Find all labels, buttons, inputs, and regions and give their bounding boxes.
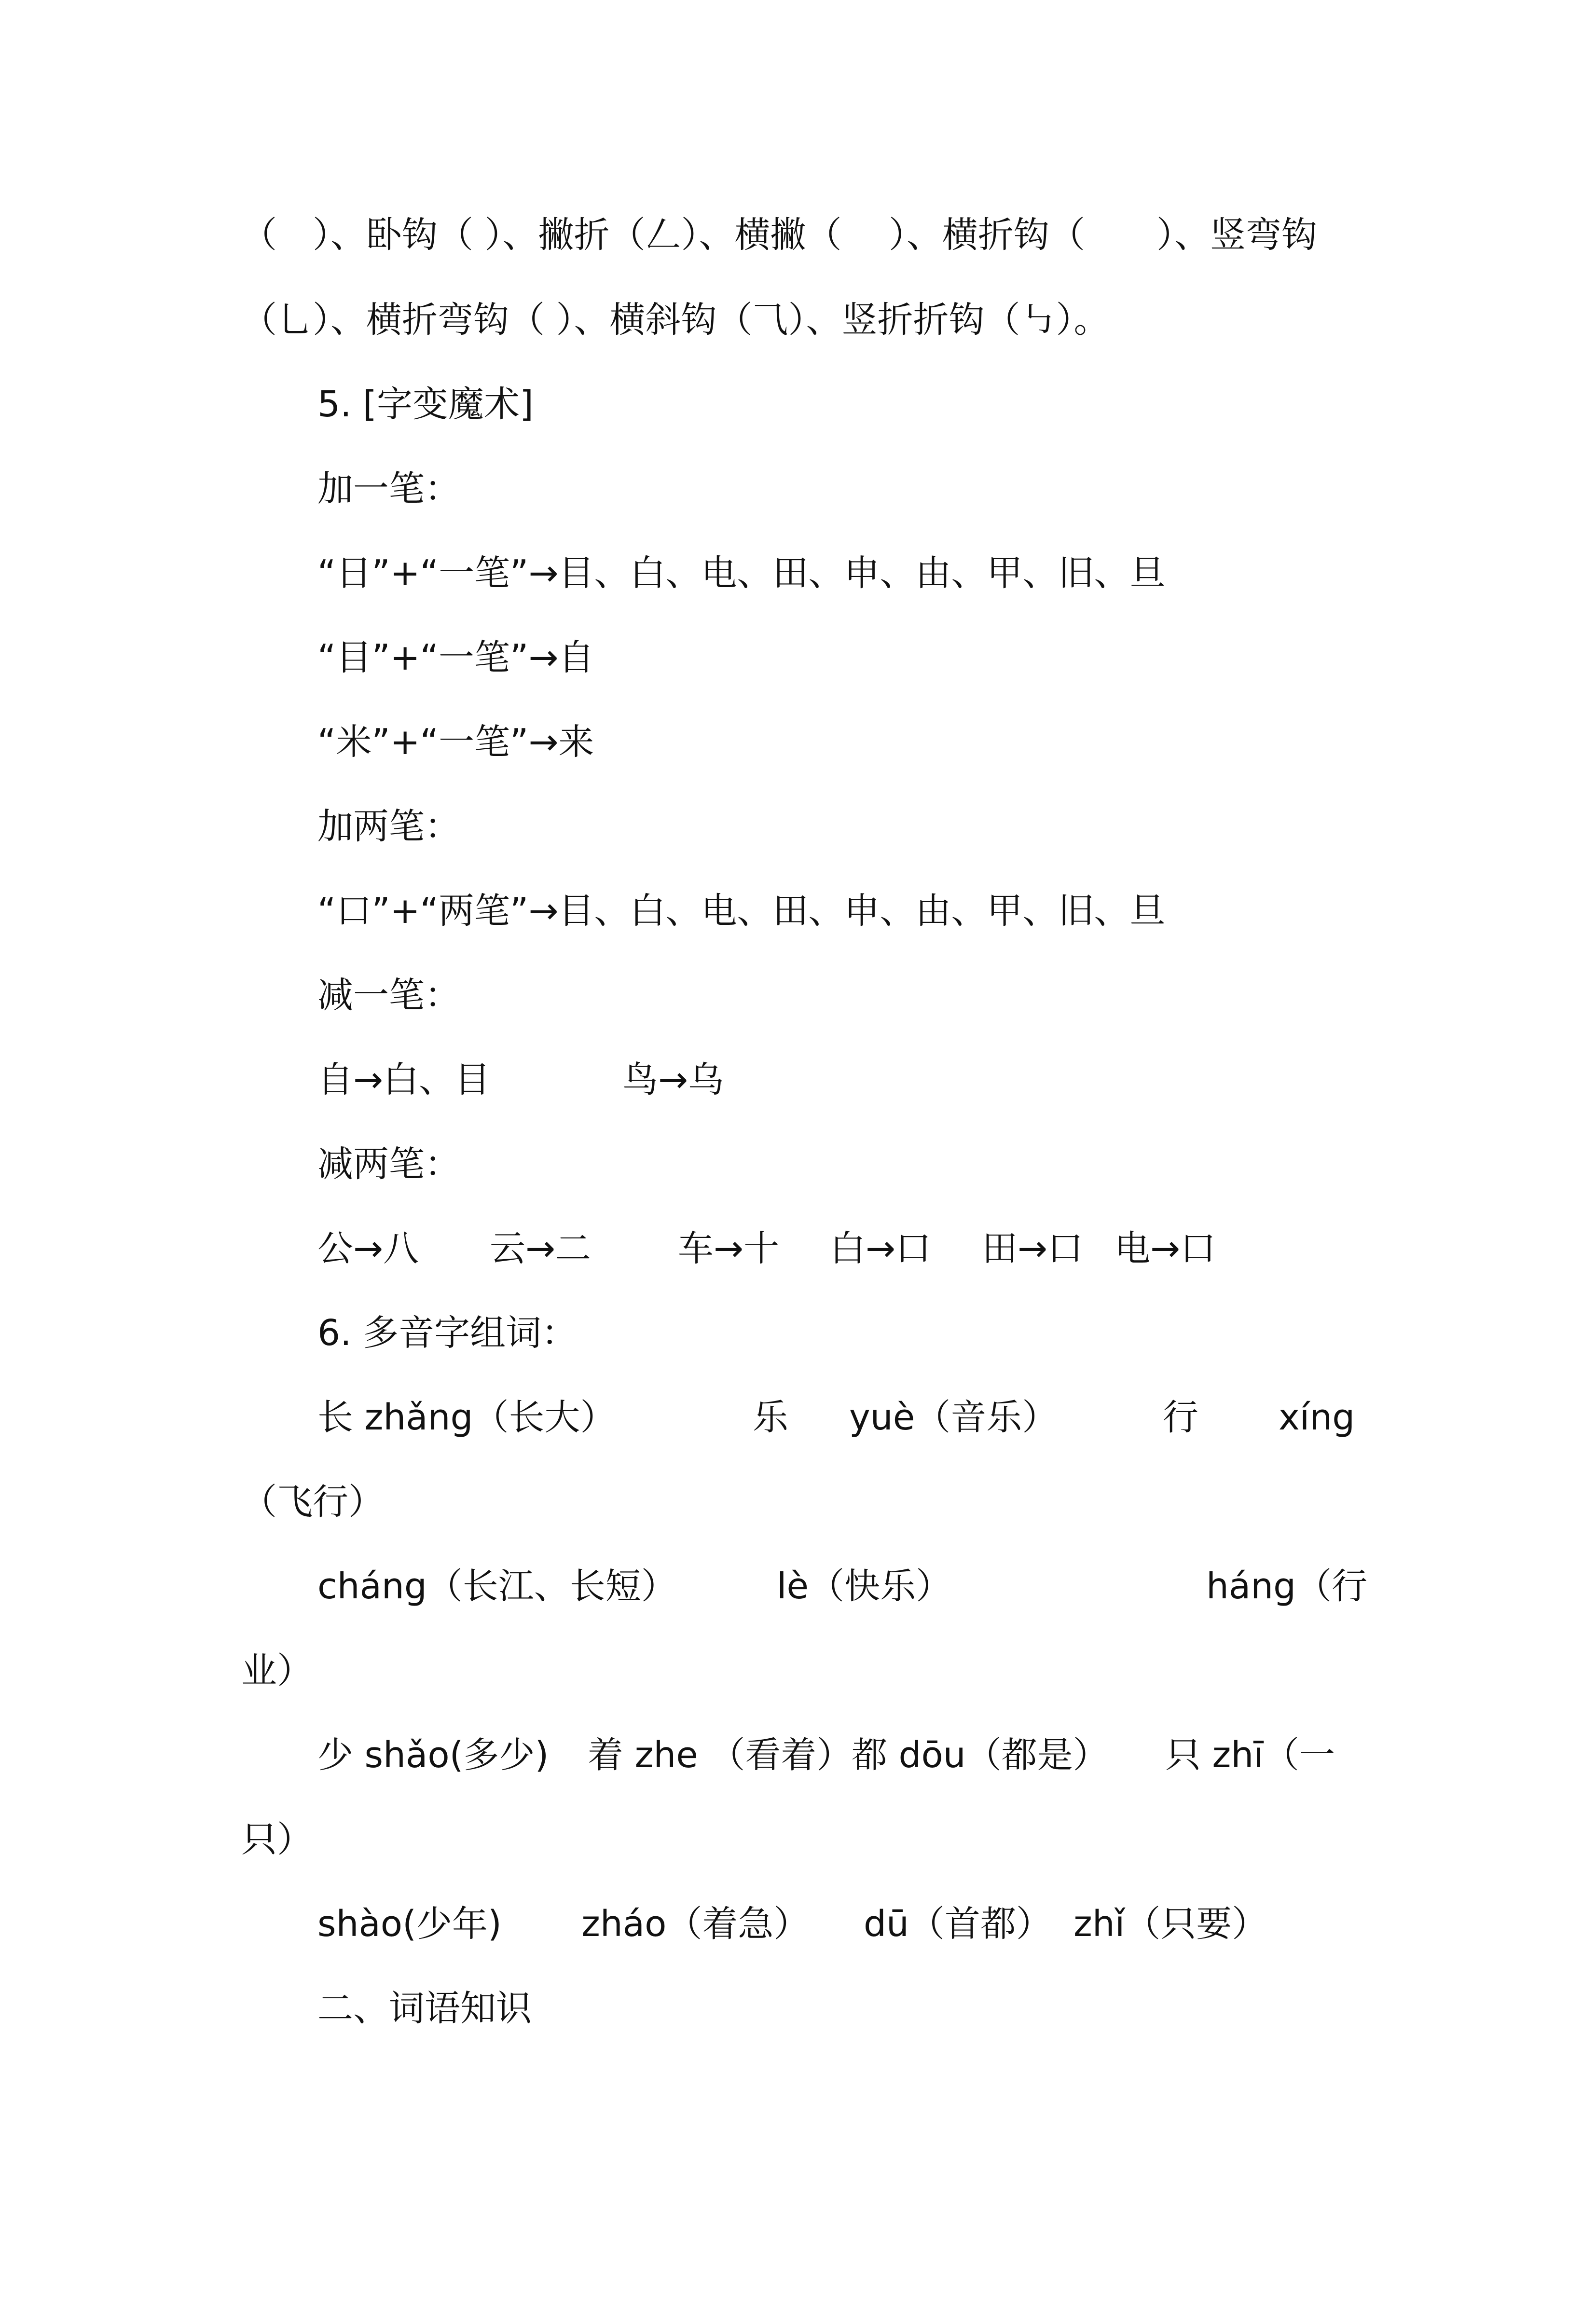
text-line bbox=[0, 1381, 1596, 1454]
text-line bbox=[0, 959, 1596, 1031]
text-segment: “口”+“两笔”→目、白、电、田、申、由、甲、旧、旦 bbox=[317, 890, 1166, 932]
text-segment: 白→口 bbox=[830, 1228, 932, 1269]
text-line bbox=[0, 790, 1596, 863]
text-segment: 二、词语知识 bbox=[317, 1988, 532, 2029]
text-segment: 田→口 bbox=[982, 1228, 1084, 1269]
section-heading-5 bbox=[0, 368, 1596, 440]
text-line bbox=[0, 537, 1596, 609]
text-segment: 加一笔： bbox=[317, 468, 460, 509]
text-segment: háng（行 bbox=[1206, 1566, 1368, 1607]
text-segment: lè（快乐） bbox=[777, 1566, 952, 1607]
text-segment: shào(少年) bbox=[317, 1903, 502, 1945]
text-line bbox=[0, 284, 1596, 356]
text-segment: 只） bbox=[241, 1819, 313, 1860]
section-heading-6 bbox=[0, 1297, 1596, 1369]
text-line bbox=[0, 1128, 1596, 1200]
text-line bbox=[0, 1212, 1596, 1285]
text-segment: 5. [字变魔术] bbox=[317, 384, 534, 425]
text-segment: 6. 多音字组词： bbox=[317, 1312, 578, 1354]
text-segment: 车→十 bbox=[678, 1228, 780, 1269]
text-segment: xíng bbox=[1279, 1397, 1355, 1438]
text-segment: cháng（长江、长短） bbox=[317, 1566, 677, 1607]
text-line bbox=[0, 199, 1596, 271]
text-segment: 都 dōu（都是） bbox=[852, 1734, 1109, 1776]
text-line bbox=[0, 1719, 1596, 1791]
text-line bbox=[0, 1635, 1596, 1707]
text-segment: yuè（音乐） bbox=[849, 1397, 1058, 1438]
text-line bbox=[0, 706, 1596, 778]
text-segment: 着 zhe （看着） bbox=[588, 1734, 853, 1776]
text-segment: 减两笔： bbox=[317, 1143, 460, 1185]
text-segment: zhǐ（只要） bbox=[1073, 1903, 1268, 1945]
text-line bbox=[0, 875, 1596, 947]
text-segment: （乚）、横折弯钩（ ）、横斜钩（⺄）、竖折折钩（㇉）。 bbox=[241, 299, 1110, 341]
text-segment: 只 zhī（一 bbox=[1165, 1734, 1335, 1776]
text-segment: 少 shǎo(多少) bbox=[317, 1734, 549, 1776]
text-segment: zháo（着急） bbox=[581, 1903, 810, 1945]
text-segment: 业） bbox=[241, 1650, 313, 1691]
text-segment: 自→白、目 bbox=[317, 1059, 491, 1100]
text-segment: 加两笔： bbox=[317, 806, 460, 847]
text-segment: “米”+“一笔”→来 bbox=[317, 721, 594, 763]
text-line bbox=[0, 453, 1596, 525]
text-line bbox=[0, 1044, 1596, 1116]
text-line bbox=[0, 1803, 1596, 1876]
text-line bbox=[0, 1550, 1596, 1622]
text-line bbox=[0, 1466, 1596, 1538]
section-heading-2 bbox=[0, 1972, 1596, 2045]
text-segment: “日”+“一笔”→目、白、电、田、申、由、甲、旧、旦 bbox=[317, 552, 1166, 594]
text-segment: 长 zhǎng（长大） bbox=[317, 1397, 616, 1438]
text-segment: （ ）、卧钩（ ）、撇折（𠃋）、横撇（ ）、横折钩（ ）、竖弯钩 bbox=[241, 214, 1318, 256]
text-line bbox=[0, 621, 1596, 694]
text-segment: dū（首都） bbox=[864, 1903, 1052, 1945]
text-segment: 鸟→乌 bbox=[622, 1059, 724, 1100]
text-segment: 行 bbox=[1163, 1397, 1198, 1438]
text-segment: 公→八 bbox=[317, 1228, 419, 1269]
text-line bbox=[0, 1888, 1596, 1960]
text-segment: 云→二 bbox=[490, 1228, 592, 1269]
text-segment: 电→口 bbox=[1114, 1228, 1216, 1269]
text-segment: （飞行） bbox=[241, 1481, 384, 1523]
text-segment: 乐 bbox=[753, 1397, 788, 1438]
text-segment: 减一笔： bbox=[317, 975, 460, 1016]
text-segment: “目”+“一笔”→自 bbox=[317, 637, 594, 678]
